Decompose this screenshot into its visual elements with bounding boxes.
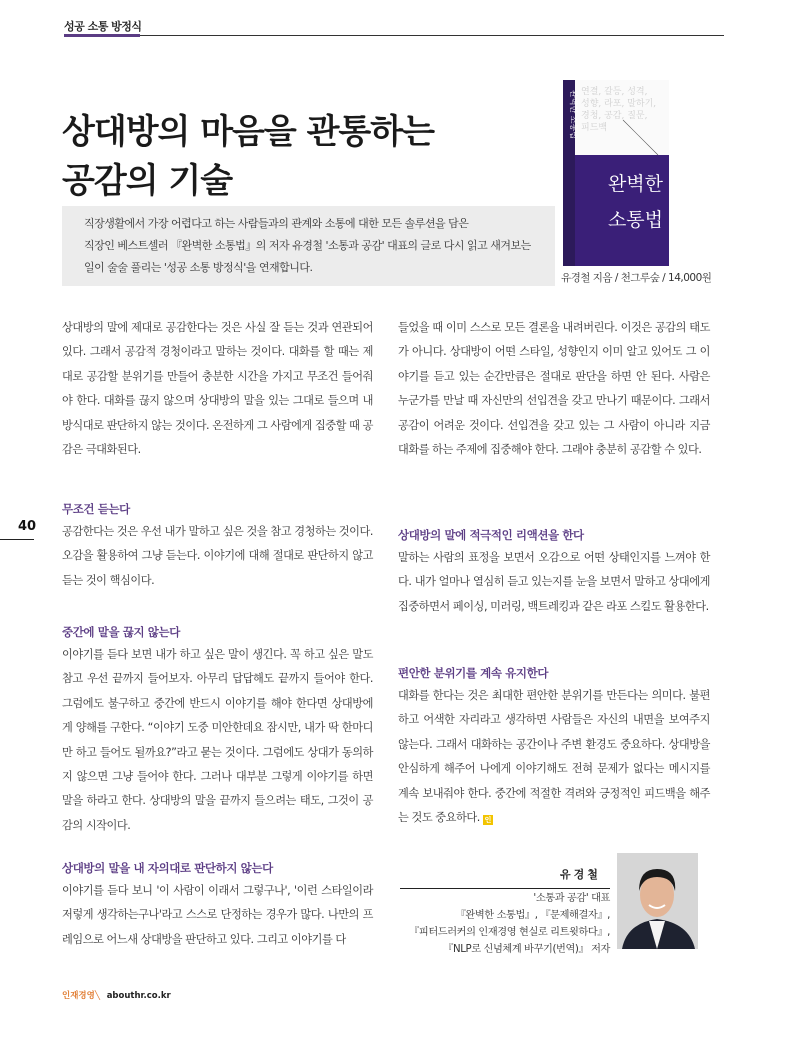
footer: 인재경영╲ abouthr.co.kr bbox=[62, 991, 171, 1001]
section-heading: 상대방의 말을 내 자의대로 판단하지 않는다 bbox=[62, 861, 273, 875]
author-photo bbox=[617, 853, 698, 949]
end-mark-icon: 인 bbox=[484, 816, 491, 825]
intro-line: 일이 술술 풀리는 '성공 소통 방정식'을 연재합니다. bbox=[84, 261, 313, 274]
svg-text:피드백: 피드백 bbox=[581, 123, 608, 133]
title-line-2: 공감의 기술 bbox=[62, 161, 233, 201]
page-number-rule bbox=[0, 539, 34, 540]
body-paragraph: 상대방의 말에 제대로 공감한다는 것은 사실 잘 듣는 것과 연관되어 있다. 그래서 공감적 경청이라고 말하는 것이다. 대화를 할 때는 제대로 공감할 분위기를 만들어 충분한 시간을 가지고 무조건 들어줘야 한다. 대화를 끊지 않으며 상대방의 말을 있는 그대로 들으며 내 방식대로 판단하지 않는 것이다. 온전하게 그 사람에게 집중할 때 공감은 극대화된다. bbox=[62, 321, 373, 457]
author-rule bbox=[400, 888, 610, 889]
section-heading: 무조건 듣는다 bbox=[62, 502, 130, 516]
svg-text:완벽한 소통법: 완벽한 소통법 bbox=[569, 90, 578, 139]
author-info-line: 『NLP로 신념체계 바꾸기(번역)』 저자 bbox=[443, 944, 610, 955]
article-section bbox=[62, 857, 373, 952]
author-info-line: 『완벽한 소통법』, 『문제해결자』, bbox=[455, 910, 610, 921]
author-info bbox=[400, 890, 610, 958]
author-name: 유경철 bbox=[560, 868, 601, 881]
page-number: 40 bbox=[18, 519, 37, 534]
article-section bbox=[62, 498, 373, 593]
intro-line: 직장인 베스트셀러 『완벽한 소통법』의 저자 유경철 '소통과 공감' 대표의 글로 다시 읽고 새겨보는 bbox=[84, 239, 531, 252]
section-heading: 편안한 분위기를 계속 유지한다 bbox=[398, 666, 549, 680]
intro-box bbox=[62, 206, 555, 286]
article-section bbox=[398, 662, 710, 830]
intro-line: 직장생활에서 가장 어렵다고 하는 사람들과의 관계와 소통에 대한 모든 솔루션을 담은 bbox=[84, 217, 469, 230]
article-section bbox=[398, 524, 710, 619]
section-label: 성공 소통 방정식 bbox=[64, 20, 142, 33]
author-info-line: 『피터드러커의 인재경영 현실로 리트윗하다』, bbox=[409, 927, 610, 938]
body-paragraph: 들었을 때 이미 스스로 모든 결론을 내려버린다. 이것은 공감의 태도가 아니다. 상대방이 어떤 스타일, 성향인지 이미 알고 있어도 그 이야기를 듣고 있는 순간만큼은 절대로 판단을 하면 안 된다. 사람은 누군가를 만날 때 자신만의 선입견을 갖고 만나기 때문이다. 그래서 공감이 어려운 것이다. 선입견을 갖고 있는 그 사람이 아니라 지금 대화를 하는 주제에 집중해야 한다. 그래야 충분히 공감할 수 있다. bbox=[398, 321, 710, 457]
svg-text:경청, 공감, 질문,: 경청, 공감, 질문, bbox=[581, 111, 648, 121]
title-line-1: 상대방의 마음을 관통하는 bbox=[62, 112, 434, 152]
section-heading: 상대방의 말에 적극적인 리액션을 한다 bbox=[398, 528, 584, 542]
author-info-line: '소통과 공감' 대표 bbox=[533, 893, 610, 904]
header-rule bbox=[64, 35, 724, 36]
section-body: 대화를 한다는 것은 최대한 편안한 분위기를 만든다는 의미다. 불편하고 어색한 자리라고 생각하면 사람들은 자신의 내면을 보여주지 않는다. 그래서 대화하는 공간이나 주변 환경도 중요하다. 상대방을 안심하게 해주어 나에게 이야기해도 전혀 문제가 없다는 메시지를 계속 보내줘야 한다. 중간에 적절한 격려와 긍정적인 피드백을 해주는 것도 중요하다. bbox=[398, 689, 710, 825]
svg-text:소통법: 소통법 bbox=[607, 209, 663, 231]
svg-text:완벽한: 완벽한 bbox=[607, 173, 663, 195]
footer-url[interactable]: abouthr.co.kr bbox=[106, 991, 171, 1001]
page-title bbox=[62, 108, 434, 206]
section-heading: 중간에 말을 끊지 않는다 bbox=[62, 625, 180, 639]
section-body: 말하는 사람의 표정을 보면서 오감으로 어떤 상태인지를 느껴야 한다. 내가 얼마나 열심히 듣고 있는지를 눈을 보면서 말하고 상대에게 집중하면서 페이싱, 미러링, 백트레킹과 같은 라포 스킬도 활용한다. bbox=[398, 551, 710, 613]
section-body: 이야기를 듣다 보니 '이 사람이 이래서 그렇구나', '이런 스타일이라 저렇게 생각하는구나'라고 스스로 단정하는 경우가 많다. 나만의 프레임으로 어느새 상대방을 판단하고 있다. 그리고 이야기를 다 bbox=[62, 884, 373, 946]
header-rule-accent bbox=[64, 34, 140, 37]
section-body: 이야기를 듣다 보면 내가 하고 싶은 말이 생긴다. 꼭 하고 싶은 말도 참고 우선 끝까지 들어보자. 아무리 답답해도 끝까지 들어야 한다. 그럼에도 불구하고 중간에 반드시 이야기를 해야 한다면 상대방에게 양해를 구한다. “이야기 도중 미안한데요 잠시만, 내가 딱 한마디만 하고 들어도 될까요?”라고 묻는 것이다. 그럼에도 상대가 동의하지 않으면 그냥 들어야 한다. 그러나 대부분 그렇게 이야기를 하면 말을 하라고 한다. 상대방의 말을 끝까지 들으려는 태도, 그것이 공감의 시작이다. bbox=[62, 648, 373, 832]
svg-text:연결, 갈등, 성격,: 연결, 갈등, 성격, bbox=[581, 87, 648, 97]
svg-text:성향, 라포, 말하기,: 성향, 라포, 말하기, bbox=[581, 99, 657, 109]
book-caption: 유경철 지음 / 천그루숲 / 14,000원 bbox=[561, 272, 712, 284]
book-cover-image bbox=[563, 80, 669, 266]
article-section bbox=[62, 621, 373, 838]
section-body: 공감한다는 것은 우선 내가 말하고 싶은 것을 참고 경청하는 것이다. 오감을 활용하여 그냥 듣는다. 이야기에 대해 절대로 판단하지 않고 듣는 것이 핵심이다. bbox=[62, 525, 373, 587]
footer-brand: 인재경영 bbox=[62, 991, 95, 1001]
